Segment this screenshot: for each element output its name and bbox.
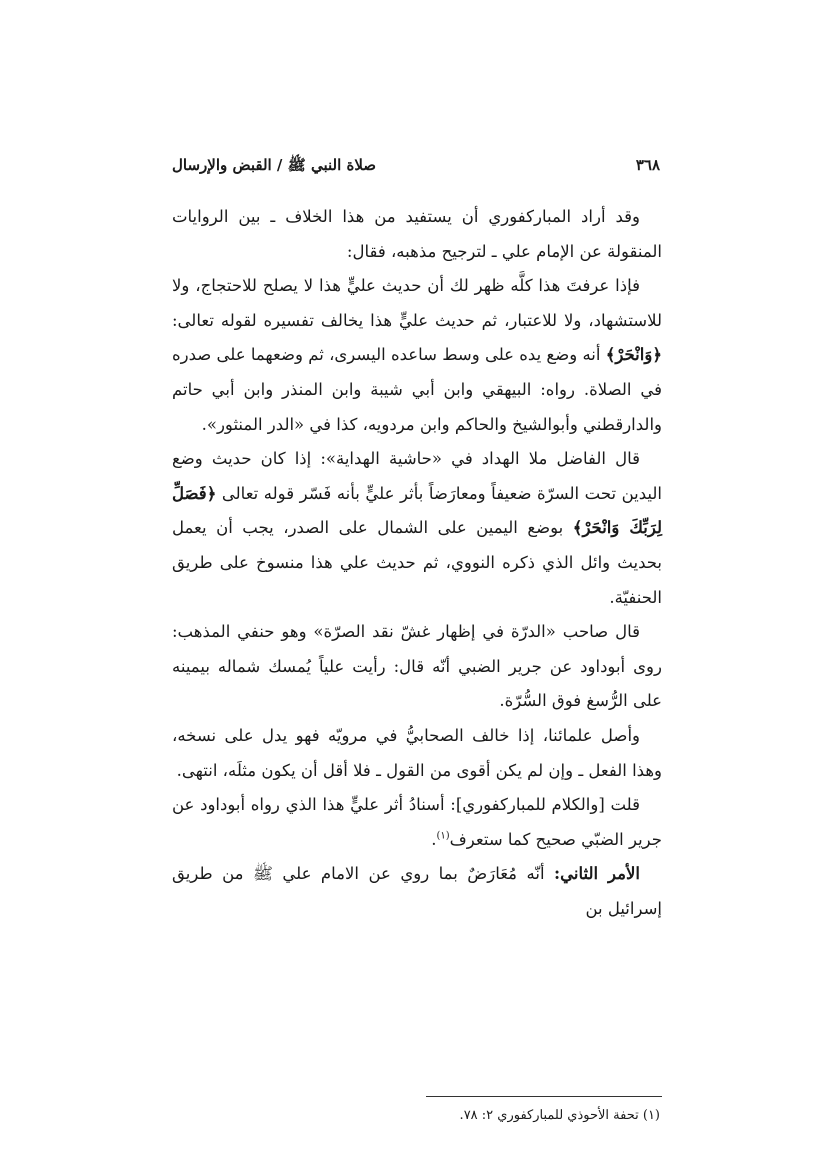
paragraph: قال صاحب «الدرّة في إظهار غشّ نقد الصرّة» وهو حنفي المذهب: روى أبوداود عن جرير الضبي أنّه قال: رأيت علياً يُمسك شماله بيمينه على الرُّسغ فوق السُّرّة. [172, 622, 662, 711]
quran-quote: ﴿وَانْحَرْ﴾ [605, 345, 662, 365]
footnote-ref[interactable]: (١) [436, 830, 450, 842]
paragraph: الأمر الثاني: أنّه مُعَارَضٌ بما روي عن الامام علي ﷺ من طريق إسرائيل بن [172, 864, 662, 918]
quran-quote: ﴿فَصَلِّ لِرَبِّكَ وَانْحَرْ﴾ [172, 483, 662, 538]
main-text [172, 200, 662, 926]
paragraph: وقد أراد المباركفوري أن يستفيد من هذا الخلاف ـ بين الروايات المنقولة عن الإمام علي ـ لترجيح مذهبه، فقال: [172, 207, 662, 261]
paragraph: وأصل علمائنا، إذا خالف الصحابيُّ في مرويّه فهو يدل على نسخه، وهذا الفعل ـ وإن لم يكن أقوى من القول ـ فلا أقل أن يكون مثلَه، انتهى. [172, 725, 662, 780]
paragraph: فإذا عرفتَ هذا كلَّه ظهر لك أن حديث عليٍّ هذا لا يصلح للاحتجاج، ولا للاستشهاد، ولا للاعتبار، ثم حديث عليٍّ هذا يخالف تفسيره لقوله تعالى: ﴿وَانْحَرْ﴾ أنه وضع يده على وسط ساعده اليسرى، ثم وضعهما على صدره في الصلاة. رواه: البيهقي وابن أبي شيبة وابن المنذر وابن أبي حاتم والدارقطني وأبوالشيخ والحاكم وابن مردويه، كذا في «الدر المنثور». [172, 276, 662, 434]
footnote-divider [426, 1096, 662, 1097]
footnote-text: (١) تحفة الأحوذي للمباركفوري ٢: ٧٨. [459, 1108, 660, 1123]
footnote [172, 1104, 660, 1128]
page-header [172, 150, 660, 178]
running-title: صلاة النبي ﷺ / القبض والإرسال [172, 156, 377, 174]
paragraph: قال الفاضل ملا الهداد في «حاشية الهداية»: إذا كان حديث وضع اليدين تحت السرّة ضعيفاً ومعارَضاً بأثر عليٍّ بأنه فَسّر قوله تعالى ﴿فَصَلِّ لِرَبِّكَ وَانْحَرْ﴾ بوضع اليمين على الشمال على الصدر، يجب أن يعمل بحديث وائل الذي ذكره النووي، ثم حديث علي هذا منسوخ على طريق الحنفيّة. [172, 449, 662, 607]
paragraph: قلت [والكلام للمباركفوري]: أسنادُ أثر عليٍّ هذا الذي رواه أبوداود عن جرير الضبّي صحيح كما ستعرف$^{(١)}$. [172, 795, 662, 849]
section-lead: الأمر الثاني: [554, 864, 640, 884]
page-number: ٣٦٨ [635, 156, 660, 174]
